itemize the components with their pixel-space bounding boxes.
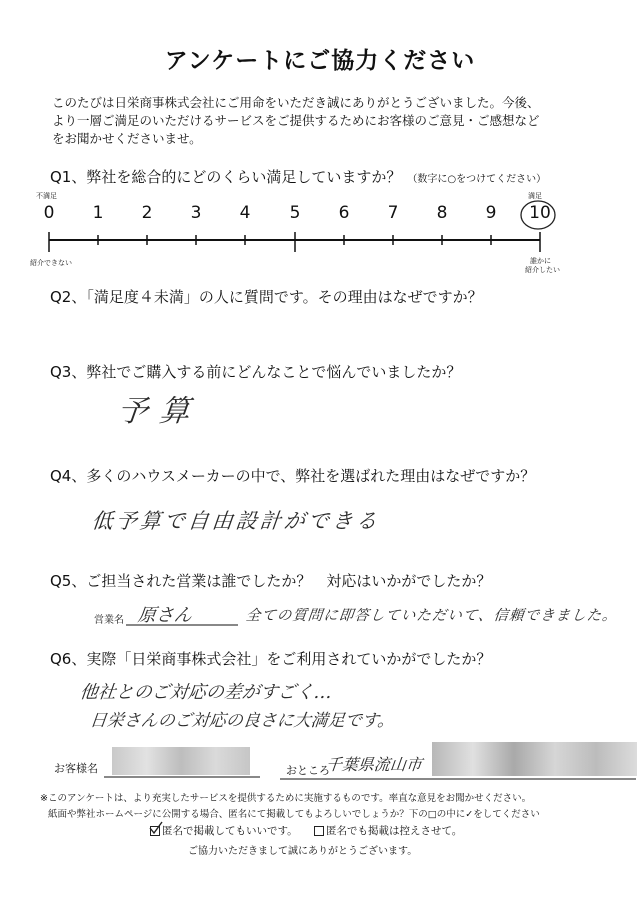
option-yes-label: 匿名で掲載してもいいです。 xyxy=(162,825,298,837)
question-5-label: Q5、ご担当された営業は誰でしたか？ 対応はいかがでしたか？ xyxy=(50,572,492,590)
page-title: アンケートにご協力ください xyxy=(164,48,476,74)
check-mark-icon xyxy=(149,821,163,835)
option-no-label: 匿名でも掲載は控えさせて。 xyxy=(326,825,463,837)
address-label: おところ xyxy=(286,764,330,777)
address-redacted xyxy=(432,742,637,776)
question-4-answer: 低予算で自由設計ができる xyxy=(90,509,382,533)
scale-right-bottom-label-2: 紹介したい xyxy=(525,266,560,274)
scale-number[interactable]: 6 xyxy=(338,203,350,223)
question-1-label: Q1、弊社を総合的にどのくらい満足していますか？ xyxy=(50,168,402,186)
footer-note-2: 紙面や弊社ホームページに公開する場合、匿名にて掲載してもよろしいでしょうか？下の□の中に✓をしてください xyxy=(48,809,540,820)
scale-number[interactable]: 1 xyxy=(92,203,104,223)
thanks-text: ご協力いただきまして誠にありがとうございます。 xyxy=(188,846,418,857)
intro-line: をお聞かせくださいませ。 xyxy=(52,131,202,146)
intro-line: このたびは日栄商事株式会社にご用命をいただき誠にありがとうございました。今後、 xyxy=(52,95,540,110)
scale-left-bottom-label: 紹介できない xyxy=(30,259,72,267)
scale-number[interactable]: 0 xyxy=(43,203,55,223)
scale-number[interactable]: 5 xyxy=(289,203,301,223)
scale-number[interactable]: 2 xyxy=(141,203,153,223)
scale-number[interactable]: 8 xyxy=(436,203,448,223)
customer-name-redacted xyxy=(112,747,250,775)
question-6-label: Q6、実際「日栄商事株式会社」をご利用されていかがでしたか？ xyxy=(50,650,492,668)
scale-left-top-label: 不満足 xyxy=(36,192,57,200)
customer-name-underline xyxy=(104,776,260,779)
sales-name-label: 営業名 xyxy=(94,615,124,626)
scale-number[interactable]: 10 xyxy=(529,203,551,223)
scale-right-top-label: 満足 xyxy=(528,192,542,200)
question-6-answer-line-1: 他社とのご対応の差がすごく… xyxy=(78,682,333,703)
sales-name-underline xyxy=(126,624,238,627)
customer-name-label: お客様名 xyxy=(54,762,98,775)
scale-number[interactable]: 9 xyxy=(485,203,497,223)
option-yes-checkbox[interactable] xyxy=(150,826,160,836)
address-value: 千葉県流山市 xyxy=(324,755,423,774)
scale-right-bottom-label-1: 誰かに xyxy=(530,257,551,265)
footer-note-1: ※このアンケートは、より充実したサービスを提供するために実施するものです。率直な意見をお聞かせください。 xyxy=(40,793,532,804)
selected-score-circle xyxy=(521,201,555,229)
option-no[interactable] xyxy=(312,823,462,838)
sales-name-value: 原さん xyxy=(136,605,193,626)
option-yes[interactable] xyxy=(148,823,298,838)
question-4-label: Q4、多くのハウスメーカーの中で、弊社を選ばれた理由はなぜですか？ xyxy=(50,467,536,485)
address-underline xyxy=(280,778,636,781)
option-no-checkbox[interactable] xyxy=(314,826,324,836)
scale-number[interactable]: 4 xyxy=(239,203,251,223)
question-3-label: Q3、弊社でご購入する前にどんなことで悩んでいましたか？ xyxy=(50,363,462,381)
scale-number[interactable]: 3 xyxy=(190,203,202,223)
question-5-answer: 全ての質問に即答していただいて、信頼できました。 xyxy=(245,608,619,624)
question-6-answer-line-2: 日栄さんのご対応の良さに大満足です。 xyxy=(88,711,396,731)
intro-line: より一層ご満足のいただけるサービスをご提供するためにお客様のご意見・ご感想など xyxy=(52,113,540,128)
scale-number[interactable]: 7 xyxy=(387,203,399,223)
question-1-note: （数字に○をつけてください） xyxy=(407,174,547,185)
question-2-label: Q2、「満足度４未満」の人に質問です。その理由はなぜですか？ xyxy=(50,288,483,306)
question-3-answer: 予算 xyxy=(115,394,204,429)
